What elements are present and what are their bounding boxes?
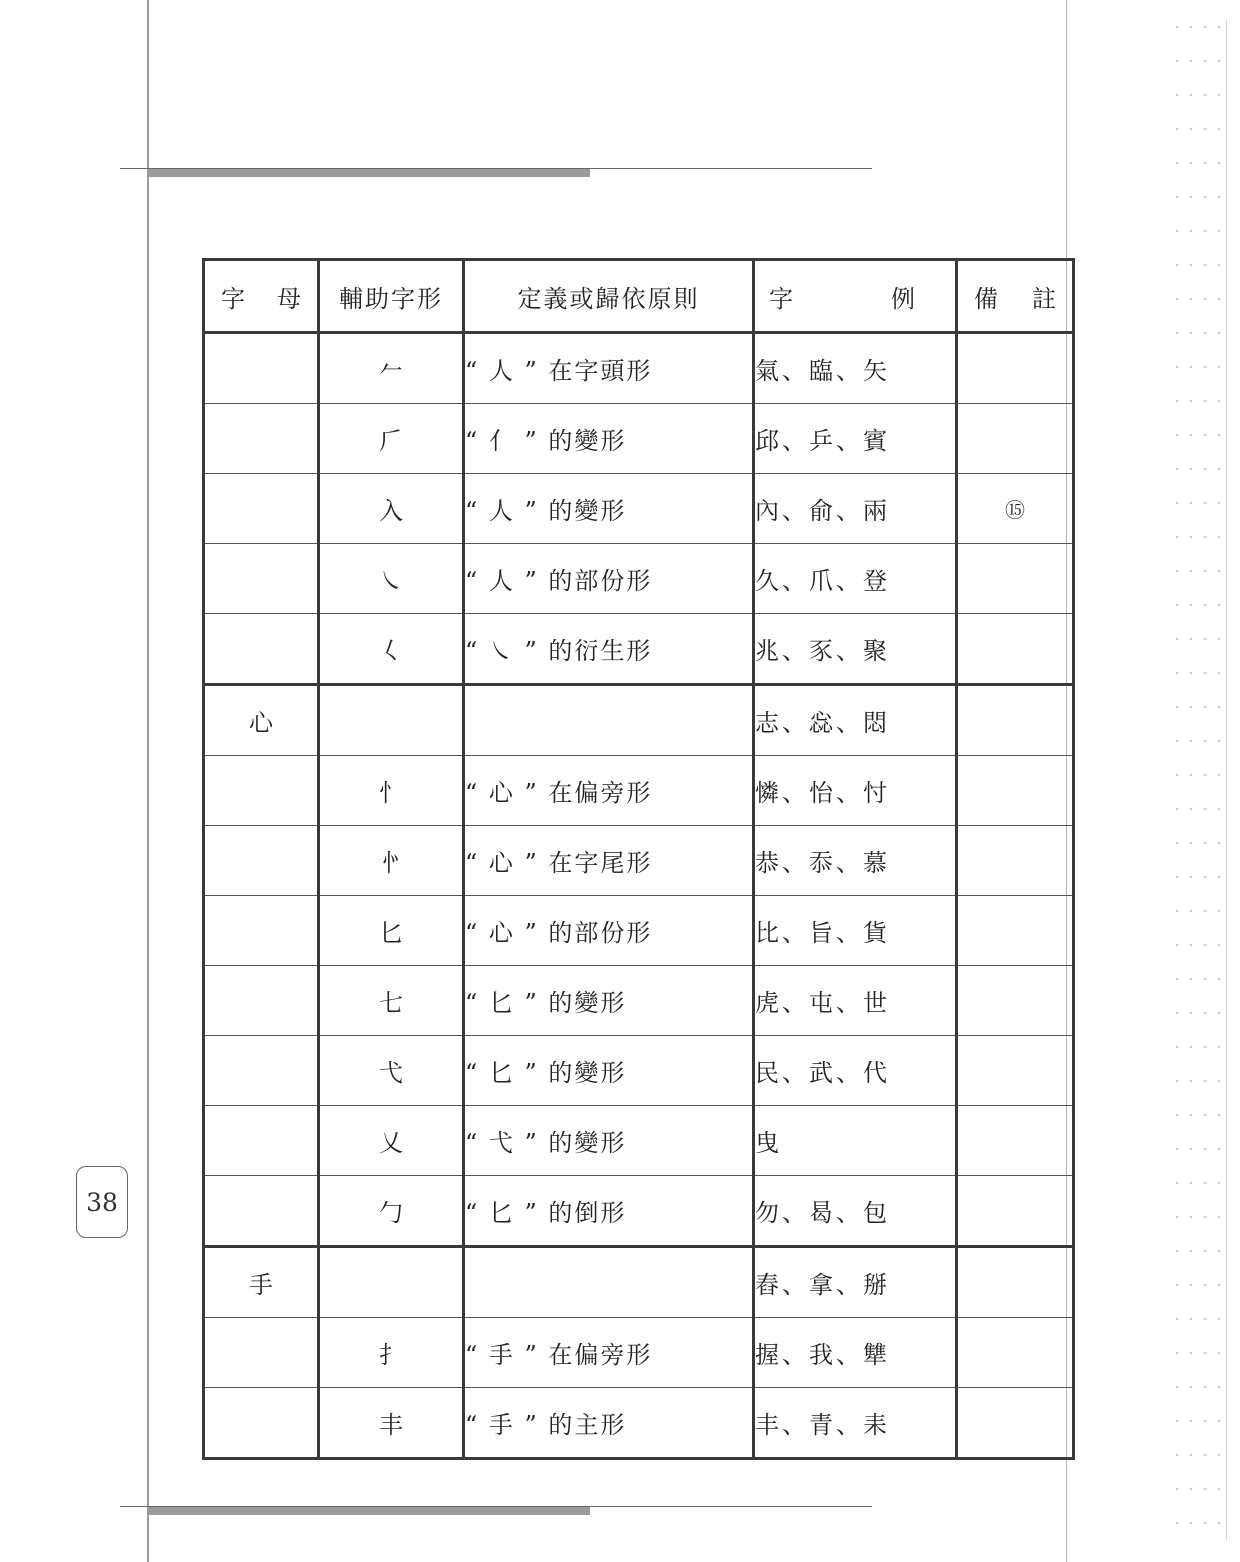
cell-note [957, 1318, 1074, 1388]
table-row [204, 614, 1074, 685]
cell-examples: 兆、豕、聚 [754, 614, 957, 685]
cell-note [957, 826, 1074, 896]
cell-letter [204, 614, 319, 685]
cell-letter [204, 1388, 319, 1459]
table-row [204, 1176, 1074, 1247]
table-row [204, 1106, 1074, 1176]
table-row [204, 896, 1074, 966]
table-row [204, 685, 1074, 756]
cell-rule: “ 匕 ” 的倒形 [464, 1176, 754, 1247]
table-row [204, 1036, 1074, 1106]
cell-examples: 虎、屯、世 [754, 966, 957, 1036]
bottom-rule [120, 1506, 872, 1515]
cell-examples: 民、武、代 [754, 1036, 957, 1106]
cell-rule: “ 手 ” 在偏旁形 [464, 1318, 754, 1388]
cell-aux-form: 勹 [319, 1176, 464, 1247]
cell-note [957, 756, 1074, 826]
cell-examples: 氣、臨、矢 [754, 333, 957, 404]
cell-examples: 勿、曷、包 [754, 1176, 957, 1247]
cell-letter [204, 896, 319, 966]
cell-rule: “ 人 ” 的部份形 [464, 544, 754, 614]
cell-note [957, 333, 1074, 404]
cell-aux-form: 七 [319, 966, 464, 1036]
table-row [204, 1388, 1074, 1459]
cell-rule: “ 手 ” 的主形 [464, 1388, 754, 1459]
cell-examples: 恭、忝、慕 [754, 826, 957, 896]
cell-note [957, 1176, 1074, 1247]
table-row [204, 1247, 1074, 1318]
cell-aux-form: ㇏ [319, 544, 464, 614]
cell-letter [204, 544, 319, 614]
cell-letter [204, 1318, 319, 1388]
cell-letter [204, 404, 319, 474]
cell-examples: 久、爪、登 [754, 544, 957, 614]
table-row [204, 544, 1074, 614]
cell-aux-form: 弋 [319, 1036, 464, 1106]
cell-examples: 曳 [754, 1106, 957, 1176]
cell-rule [464, 685, 754, 756]
cell-examples: 憐、怡、忖 [754, 756, 957, 826]
cell-aux-form: 㣺 [319, 826, 464, 896]
cell-letter [204, 474, 319, 544]
cell-aux-form [319, 1247, 464, 1318]
page-number: 38 [76, 1166, 128, 1238]
cell-note [957, 1247, 1074, 1318]
table-row [204, 756, 1074, 826]
cell-letter [204, 966, 319, 1036]
header-examples: 字 例 [754, 260, 957, 333]
cell-examples: 志、惢、悶 [754, 685, 957, 756]
cell-note [957, 896, 1074, 966]
cell-aux-form: 丰 [319, 1388, 464, 1459]
cell-examples: 比、旨、貨 [754, 896, 957, 966]
cell-letter [204, 756, 319, 826]
table-row [204, 966, 1074, 1036]
cell-aux-form [319, 685, 464, 756]
cell-letter [204, 1036, 319, 1106]
cell-letter: 手 [204, 1247, 319, 1318]
cell-note [957, 1106, 1074, 1176]
cell-note [957, 404, 1074, 474]
cell-letter: 心 [204, 685, 319, 756]
table-body [204, 333, 1074, 1459]
table-row [204, 1318, 1074, 1388]
table-row [204, 826, 1074, 896]
cell-aux-form: 忄 [319, 756, 464, 826]
cell-rule: “ 匕 ” 的變形 [464, 966, 754, 1036]
left-margin-line [147, 0, 149, 1562]
cell-examples: 丰、青、耒 [754, 1388, 957, 1459]
cell-examples: 握、我、犨 [754, 1318, 957, 1388]
cell-aux-form: 𠂆 [319, 404, 464, 474]
table-row [204, 404, 1074, 474]
cell-aux-form: 𠂉 [319, 333, 464, 404]
cell-rule: “ 心 ” 的部份形 [464, 896, 754, 966]
cell-rule: “ 心 ” 在字尾形 [464, 826, 754, 896]
page-edge-line [1226, 20, 1227, 1540]
cell-examples: 舂、拿、掰 [754, 1247, 957, 1318]
cell-rule: “ 人 ” 在字頭形 [464, 333, 754, 404]
table-header-row [204, 260, 1074, 333]
cell-rule: “ 弋 ” 的變形 [464, 1106, 754, 1176]
cell-rule: “ 匕 ” 的變形 [464, 1036, 754, 1106]
cell-note [957, 1388, 1074, 1459]
cell-aux-form: 乂 [319, 1106, 464, 1176]
header-letter: 字 母 [204, 260, 319, 333]
cell-letter [204, 1176, 319, 1247]
cell-note [957, 614, 1074, 685]
cell-examples: 邱、乒、賓 [754, 404, 957, 474]
cell-rule: “ 人 ” 的變形 [464, 474, 754, 544]
cell-aux-form: 入 [319, 474, 464, 544]
cell-note [957, 685, 1074, 756]
cell-rule [464, 1247, 754, 1318]
cell-note [957, 966, 1074, 1036]
cell-aux-form: 扌 [319, 1318, 464, 1388]
top-rule [120, 168, 872, 177]
cell-examples: 內、俞、兩 [754, 474, 957, 544]
cell-letter [204, 333, 319, 404]
header-rule: 定義或歸依原則 [464, 260, 754, 333]
header-note: 備 註 [957, 260, 1074, 333]
cell-note [957, 1036, 1074, 1106]
cell-rule: “ ㇏ ” 的衍生形 [464, 614, 754, 685]
cell-letter [204, 1106, 319, 1176]
table-row [204, 333, 1074, 404]
cell-letter [204, 826, 319, 896]
header-aux-form: 輔助字形 [319, 260, 464, 333]
cell-aux-form: 𡿨 [319, 614, 464, 685]
cell-rule: “ 亻 ” 的變形 [464, 404, 754, 474]
character-table [202, 258, 1075, 1460]
page-edge-shadow [1170, 10, 1220, 1550]
cell-rule: “ 心 ” 在偏旁形 [464, 756, 754, 826]
cell-note: ⑮ [957, 474, 1074, 544]
table-row [204, 474, 1074, 544]
cell-note [957, 544, 1074, 614]
cell-aux-form: 匕 [319, 896, 464, 966]
